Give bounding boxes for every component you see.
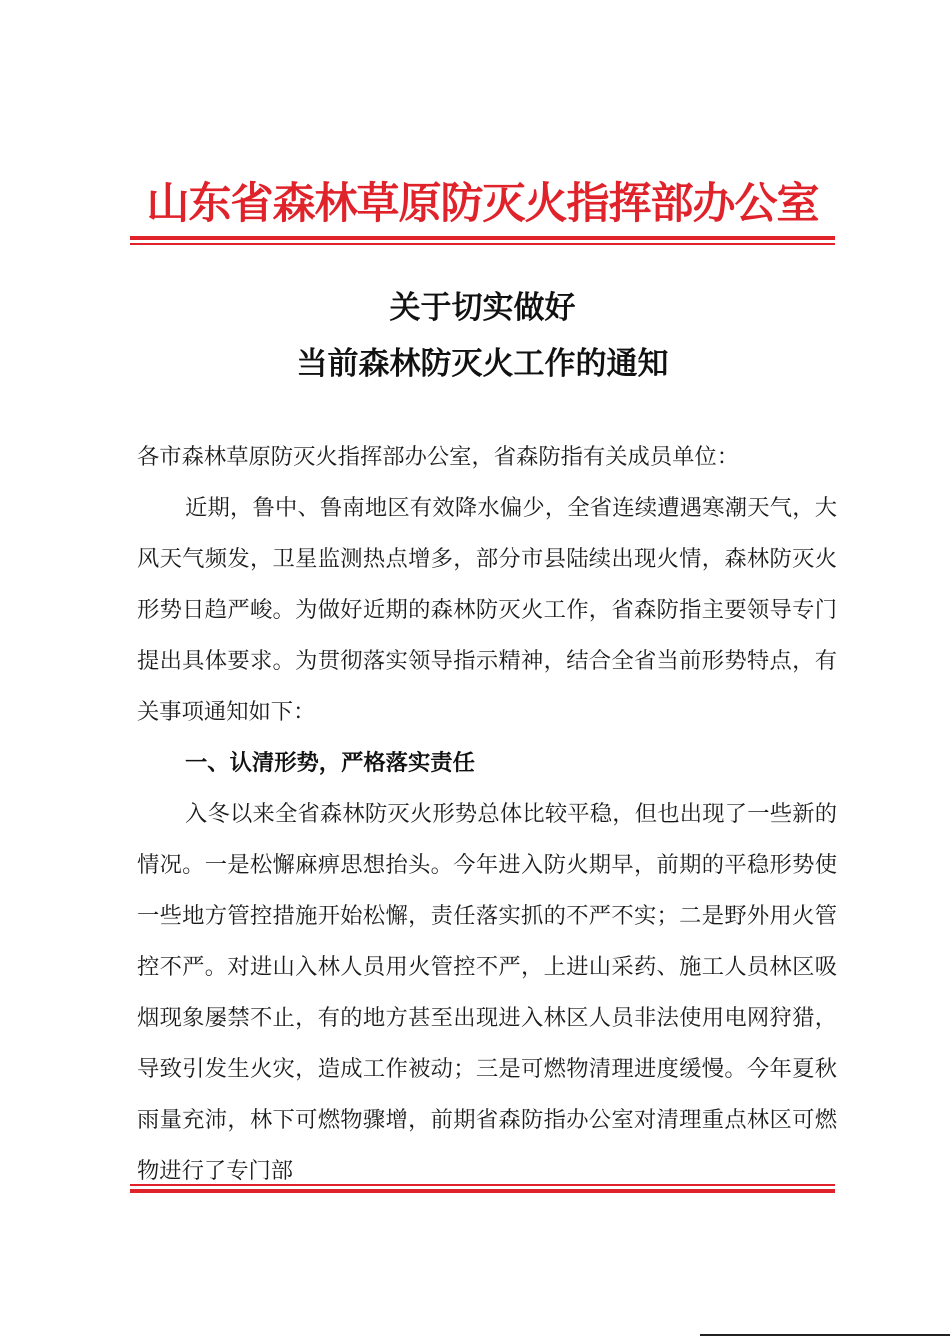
scan-edge-mark: [700, 1334, 950, 1336]
section-heading-1: 一、认清形势，严格落实责任: [185, 750, 475, 776]
document-title-line-2: 当前森林防灭火工作的通知: [296, 346, 669, 382]
office-letterhead-title: 山东省森林草原防灭火指挥部办公室: [146, 179, 819, 229]
paragraph-section-1: 入冬以来全省森林防灭火形势总体比较平稳，但也出现了一些新的情况。一是松懈麻痹思想抬头。今年进入防火期早，前期的平稳形势使一些地方管控措施开始松懈，责任落实抓的不严不实；二是野外用火管控不严。对进山入林人员用火管控不严，上进山采药、施工人员林区吸烟现象屡禁不止，有的地方甚至出现进入林区人员非法使用电网狩猎，导致引发生火灾，造成工作被动；三是可燃物清理进度缓慢。今年夏秋雨量充沛，林下可燃物骤增，前期省森防指办公室对清理重点林区可燃物进行了专门部: [137, 801, 837, 1184]
document-title-line-1: 关于切实做好: [389, 290, 576, 326]
letterhead-rule-thin: [130, 243, 835, 245]
document-body: [137, 432, 837, 1197]
salutation: 各市森林草原防灭火指挥部办公室，省森防指有关成员单位：: [137, 444, 740, 470]
letterhead-rule-thick: [130, 236, 835, 240]
footer-rule-thick: [130, 1189, 835, 1193]
paragraph-intro: 近期，鲁中、鲁南地区有效降水偏少，全省连续遭遇寒潮天气，大风天气频发，卫星监测热点增多，部分市县陆续出现火情，森林防灭火形势日趋严峻。为做好近期的森林防灭火工作，省森防指主要领导专门提出具体要求。为贯彻落实领导指示精神，结合全省当前形势特点，有关事项通知如下：: [137, 495, 837, 725]
footer-rule-thin: [130, 1184, 835, 1186]
